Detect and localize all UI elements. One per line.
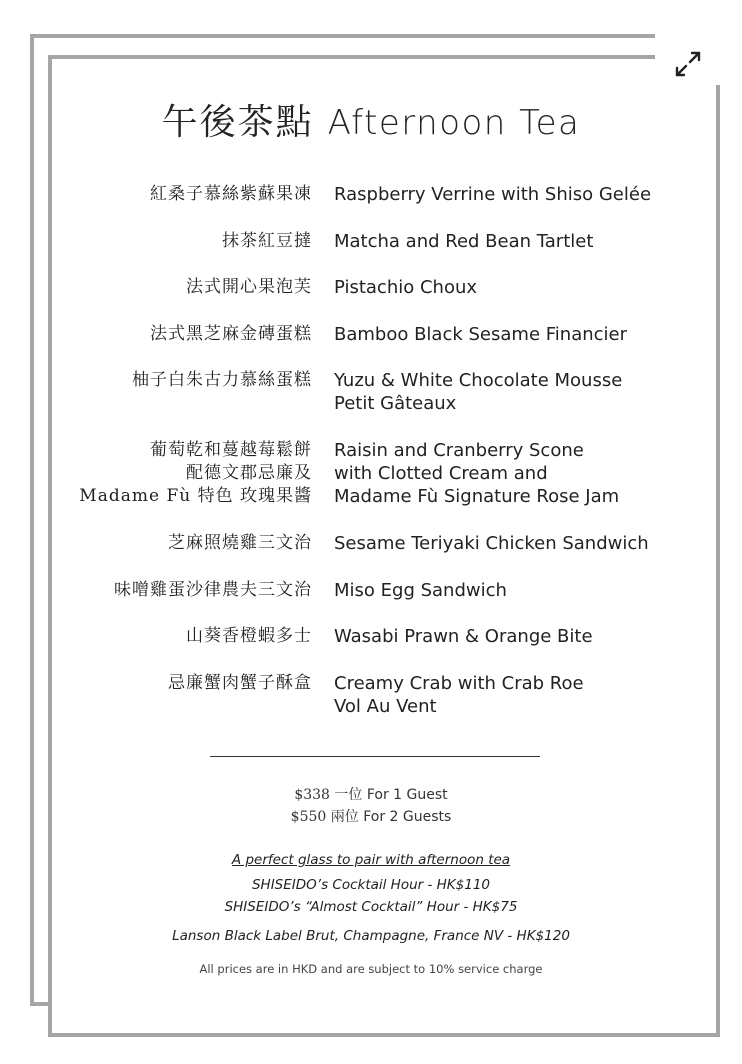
item-name-en: Wasabi Prawn & Orange Bite — [334, 626, 593, 647]
item-name-en: Sesame Teriyaki Chicken Sandwich — [334, 533, 649, 554]
expand-arrows-icon — [668, 44, 708, 84]
item-name-zh: 法式開心果泡芙 — [186, 277, 312, 297]
pairing-almost-cocktail-hour: SHISEIDO’s “Almost Cocktail” Hour - HK$75 — [224, 899, 518, 915]
pairing-cocktail-hour: SHISEIDO’s Cocktail Hour - HK$110 — [251, 877, 491, 893]
section-divider — [210, 756, 540, 757]
pairing-title: A perfect glass to pair with afternoon tea — [231, 852, 511, 868]
item-name-en-line2: with Clotted Cream and — [334, 463, 548, 484]
item-name-en-line3: Madame Fù Signature Rose Jam — [334, 486, 620, 507]
price-one-guest — [0, 784, 742, 806]
item-name-zh: 法式黑芝麻金磚蛋糕 — [150, 324, 312, 344]
title-chinese: 午後茶點 — [161, 102, 314, 143]
item-name-zh-line2: 配德文郡忌廉及 — [186, 463, 312, 483]
item-name-en: Miso Egg Sandwich — [334, 580, 507, 601]
item-name-en: Raisin and Cranberry Scone — [334, 440, 584, 461]
item-name-en: Bamboo Black Sesame Financier — [334, 324, 628, 345]
expand-button[interactable] — [668, 44, 708, 84]
champagne-offer: Lanson Black Label Brut, Champagne, France NV - HK$120 — [172, 928, 570, 944]
item-name-en: Pistachio Choux — [334, 277, 478, 298]
title-english: Afternoon Tea — [327, 103, 581, 143]
item-name-en: Matcha and Red Bean Tartlet — [334, 231, 594, 252]
item-name-zh-line3: Madame Fù 特色 玫瑰果醬 — [79, 486, 312, 506]
item-name-en: Yuzu & White Chocolate Mousse — [334, 370, 623, 391]
price-section — [0, 784, 742, 828]
item-name-en-line2: Vol Au Vent — [334, 696, 437, 717]
item-name-en-line2: Petit Gâteaux — [334, 393, 457, 414]
price-two-amount: $550 兩位 — [290, 809, 359, 825]
item-name-zh: 山葵香橙蝦多士 — [186, 626, 312, 646]
item-name-zh: 柚子白朱古力慕絲蛋糕 — [132, 370, 312, 390]
item-name-zh: 葡萄乾和蔓越莓鬆餅 — [150, 440, 312, 460]
item-name-zh: 味噌雞蛋沙律農夫三文治 — [114, 580, 312, 600]
price-one-label: For 1 Guest — [366, 787, 448, 803]
pairing-section — [0, 850, 742, 918]
item-name-zh: 忌廉蟹肉蟹子酥盒 — [168, 673, 312, 693]
service-charge-note: All prices are in HKD and are subject to 10% service charge — [199, 962, 543, 976]
price-two-guests — [0, 806, 742, 828]
page-title — [0, 94, 742, 145]
item-name-zh: 芝麻照燒雞三文治 — [168, 533, 312, 553]
item-name-en: Creamy Crab with Crab Roe — [334, 673, 584, 694]
price-one-amount: $338 一位 — [294, 787, 363, 803]
item-name-zh: 抹茶紅豆撻 — [222, 231, 312, 251]
price-two-label: For 2 Guests — [363, 809, 452, 825]
item-name-en: Raspberry Verrine with Shiso Gelée — [334, 184, 652, 205]
item-name-zh: 紅桑子慕絲紫蘇果凍 — [150, 184, 312, 204]
